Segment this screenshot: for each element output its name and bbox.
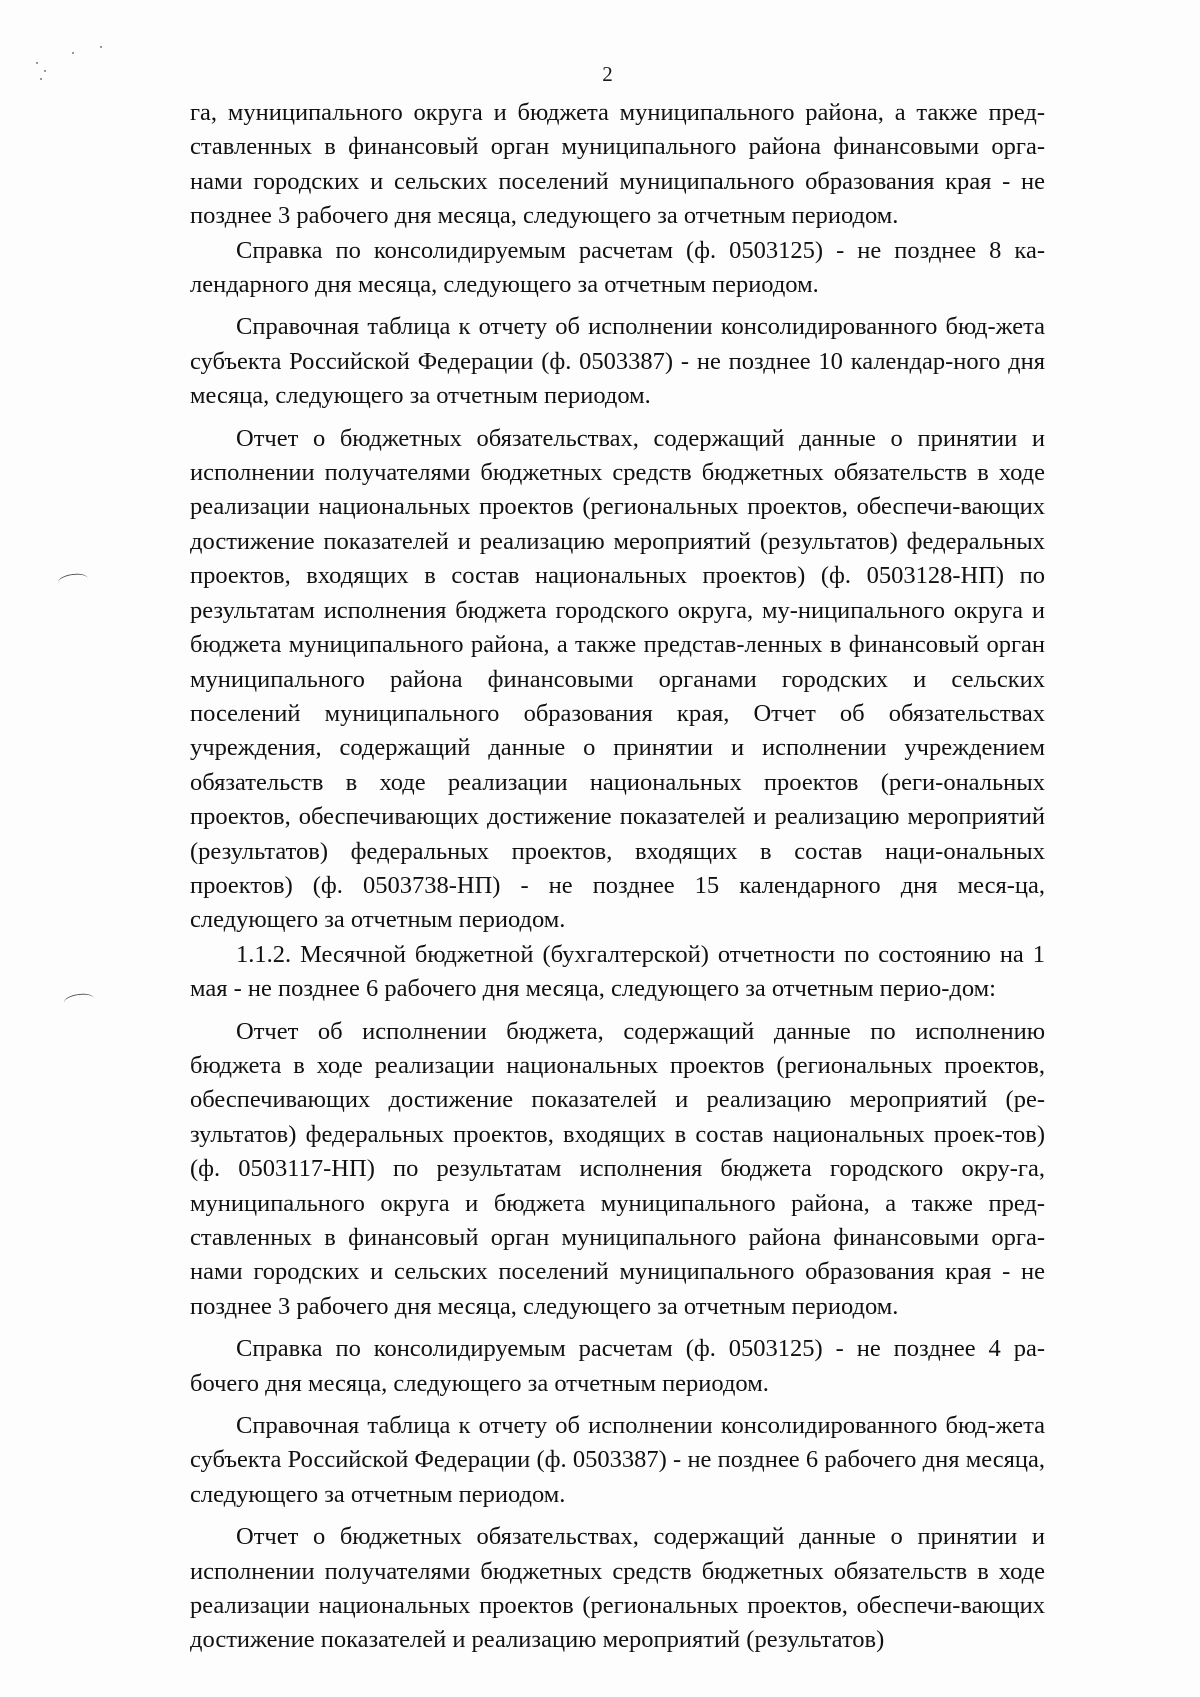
paragraph: Отчет о бюджетных обязательствах, содержащий данные о принятии и исполнении получателями бюджетных средств бюджетных обязательств в ходе реализации национальных проектов (региональных проектов, обеспечи-вающих достижение показателей и реализацию мероприятий (результатов) федеральных проектов, входящих в состав национальных проектов) (ф. 0503128-НП) по результатам исполнения бюджета городского округа, му-ниципального округа и бюджета муниципального района, а также представ-ленных в финансовый орган муниципального района финансовыми органами городских и сельских поселений муниципального образования края, Отчет об обязательствах учреждения, содержащий данные о принятии и исполнении учреждением обязательств в ходе реализации национальных проектов (реги-ональных проектов, обеспечивающих достижение показателей и реализацию мероприятий (результатов) федеральных проектов, входящих в состав наци-ональных проектов) (ф. 0503738-НП) - не позднее 15 календарного дня меся-ца, следующего за отчетным периодом. xyxy=(190,424,1045,934)
scan-speck xyxy=(100,46,102,48)
scan-speck xyxy=(72,52,74,54)
scan-speck xyxy=(44,70,46,72)
paragraph: Справочная таблица к отчету об исполнении консолидированного бюд-жета субъекта Российской Федерации (ф. 0503387) - не позднее 10 календар-ного дня месяца, следующего за отчетным периодом. xyxy=(190,313,1045,410)
paragraph: Справочная таблица к отчету об исполнении консолидированного бюд-жета субъекта Российской Федерации (ф. 0503387) - не позднее 6 рабочего дня месяца, следующего за отчетным периодом. xyxy=(190,1412,1045,1508)
page-number: 2 xyxy=(602,62,613,86)
paragraph: 1.1.2. Месячной бюджетной (бухгалтерской) отчетности по состоянию на 1 мая - не позднее 6 рабочего дня месяца, следующего за отчетным перио-дом: xyxy=(190,940,1045,1003)
paragraph: Отчет об исполнении бюджета, содержащий данные по исполнению бюджета в ходе реализации национальных проектов (региональных проектов, обеспечивающих достижение показателей и реализацию мероприятий (ре-зультатов) федеральных проектов, входящих в состав национальных проек-тов) (ф. 0503117-НП) по результатам исполнения бюджета городского окру-га, муниципального округа и бюджета муниципального района, а также пред-ставленных в финансовый орган муниципального района финансовыми орга-нами городских и сельских поселений муниципального образования края - не позднее 3 рабочего дня месяца, следующего за отчетным периодом. xyxy=(190,1017,1045,1320)
paragraph: Отчет о бюджетных обязательствах, содержащий данные о принятии и исполнении получателями бюджетных средств бюджетных обязательств в ходе реализации национальных проектов (региональных проектов, обеспечи-вающих достижение показателей и реализацию мероприятий (результатов) xyxy=(190,1523,1045,1654)
paragraph: Справка по консолидируемым расчетам (ф. 0503125) - не позднее 8 ка-лендарного дня месяца, следующего за отчетным периодом. xyxy=(190,236,1045,299)
scan-speck xyxy=(36,62,38,64)
paragraph: Справка по консолидируемым расчетам (ф. 0503125) - не позднее 4 ра-бочего дня месяца, следующего за отчетным периодом. xyxy=(190,1335,1045,1397)
paragraph: га, муниципального округа и бюджета муниципального района, а также пред-ставленных в финансовый орган муниципального района финансовыми орга-нами городских и сельских поселений муниципального образования края - не позднее 3 рабочего дня месяца, следующего за отчетным периодом. xyxy=(190,99,1045,230)
scan-speck xyxy=(40,78,42,80)
document-body xyxy=(190,96,1045,1658)
punch-hole-mark xyxy=(63,992,95,1009)
punch-hole-mark xyxy=(57,572,89,589)
